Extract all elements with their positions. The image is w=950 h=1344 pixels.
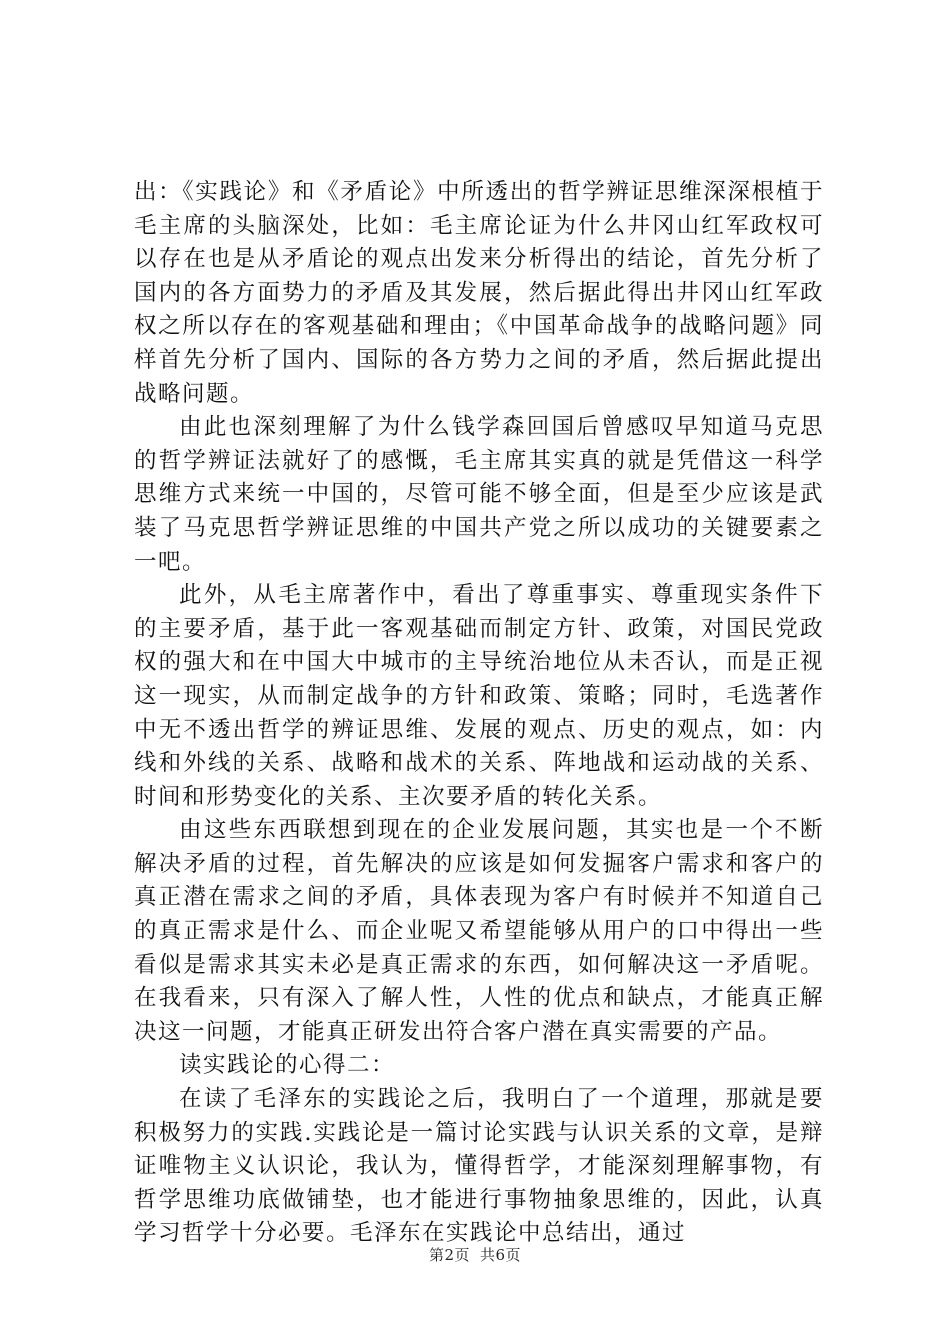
paragraph: 此外，从毛主席著作中，看出了尊重事实、尊重现实条件下的主要矛盾，基于此一客观基础而制定方针、政策，对国民党政权的强大和在中国大中城市的主导统治地位从未否认，而是正视这一现实，从而制定战争的方针和政策、策略；同时，毛选著作中无不透出哲学的辨证思维、发展的观点、历史的观点，如：内线和外线的关系、战略和战术的关系、阵地战和运动战的关系、时间和形势变化的关系、主次要矛盾的转化关系。 bbox=[134, 582, 824, 810]
paragraph-continuation: 出：《实践论》和《矛盾论》中所透出的哲学辨证思维深深根植于毛主席的头脑深处，比如：毛主席论证为什么井冈山红军政权可以存在也是从矛盾论的观点出发来分析得出的结论，首先分析了国内的各方面势力的矛盾及其发展，然后据此得出井冈山红军政权之所以存在的客观基础和理由；《中国革命战争的战略问题》同样首先分析了国内、国际的各方势力之间的矛盾，然后据此提出战略问题。 bbox=[134, 179, 824, 407]
document-body bbox=[134, 176, 824, 1251]
paragraph: 由此也深刻理解了为什么钱学森回国后曾感叹早知道马克思的哲学辨证法就好了的感慨，毛主席其实真的就是凭借这一科学思维方式来统一中国的，尽管可能不够全面，但是至少应该是武装了马克思哲学辨证思维的中国共产党之所以成功的关键要素之一吧。 bbox=[134, 414, 824, 575]
section-heading: 读实践论的心得二： bbox=[179, 1052, 396, 1079]
page-number: 第2页 bbox=[428, 1246, 470, 1264]
page-total: 共6页 bbox=[480, 1246, 522, 1264]
paragraph: 由这些东西联想到现在的企业发展问题，其实也是一个不断解决矛盾的过程，首先解决的应该是如何发掘客户需求和客户的真正潜在需求之间的矛盾，具体表现为客户有时候并不知道自己的真正需求是什么、而企业呢又希望能够从用户的口中得出一些看似是需求其实未必是真正需求的东西，如何解决这一矛盾呢。在我看来，只有深入了解人性，人性的优点和缺点，才能真正解决这一问题，才能真正研发出符合客户潜在真实需要的产品。 bbox=[134, 817, 824, 1045]
paragraph: 在读了毛泽东的实践论之后，我明白了一个道理，那就是要积极努力的实践.实践论是一篇讨论实践与认识关系的文章，是辩证唯物主义认识论，我认为，懂得哲学，才能深刻理解事物，有哲学思维功底做铺垫，也才能进行事物抽象思维的，因此，认真学习哲学十分必要。毛泽东在实践论中总结出，通过 bbox=[134, 1086, 824, 1247]
page-footer bbox=[0, 1244, 950, 1265]
